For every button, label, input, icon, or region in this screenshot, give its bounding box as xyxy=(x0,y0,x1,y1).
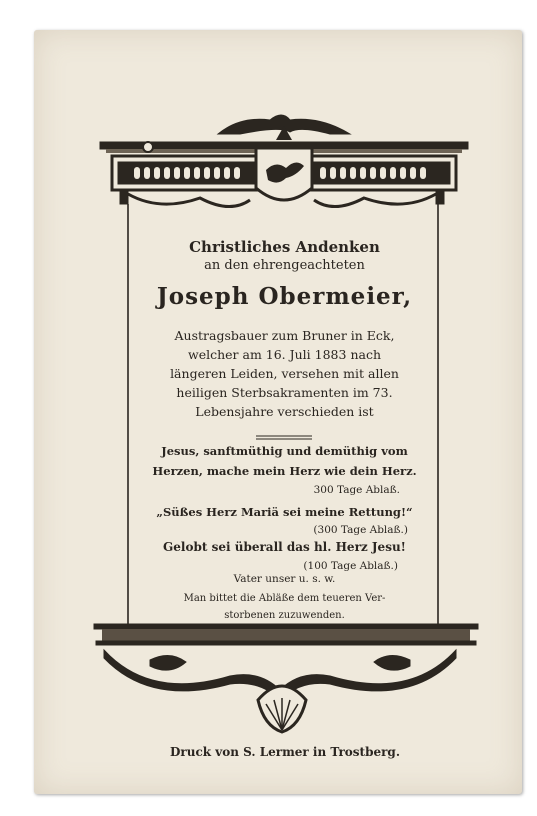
biography-line: Austragsbauer zum Bruner in Eck, xyxy=(174,328,395,343)
request-line: storbenen zuzuwenden. xyxy=(224,610,345,621)
prayer-2: „Süßes Herz Mariä sei meine Rettung!“ xyxy=(156,505,413,519)
biography-block xyxy=(128,326,441,421)
request-line: Man bittet die Abläße dem teueren Ver- xyxy=(183,593,386,604)
memorial-subheading: an den ehrengeachteten xyxy=(204,258,365,273)
biography-line: Lebensjahre verschieden ist xyxy=(195,404,374,419)
closing-prayer: Vater unser u. s. w. xyxy=(233,573,336,585)
prayer-3: Gelobt sei überall das hl. Herz Jesu! xyxy=(163,540,406,554)
prayer-2-indulgence: (300 Tage Ablaß.) xyxy=(313,524,408,536)
memorial-heading: Christliches Andenken xyxy=(189,238,380,256)
request-block xyxy=(128,590,441,624)
prayer-line: Herzen, mache mein Herz wie dein Herz. xyxy=(152,464,417,478)
prayer-1-indulgence: 300 Tage Ablaß. xyxy=(313,484,400,496)
biography-line: welcher am 16. Juli 1883 nach xyxy=(188,347,381,362)
biography-line: längeren Leiden, versehen mit allen xyxy=(170,366,399,381)
deceased-name: Joseph Obermeier, xyxy=(156,283,413,310)
prayer-line: Jesus, sanftmüthig und demüthig vom xyxy=(161,444,408,458)
prayer-1 xyxy=(128,441,441,481)
printer-credit: Druck von S. Lermer in Trostberg. xyxy=(169,745,400,759)
biography-line: heiligen Sterbsakramenten im 73. xyxy=(176,385,393,400)
prayer-3-indulgence: (100 Tage Ablaß.) xyxy=(303,560,398,572)
